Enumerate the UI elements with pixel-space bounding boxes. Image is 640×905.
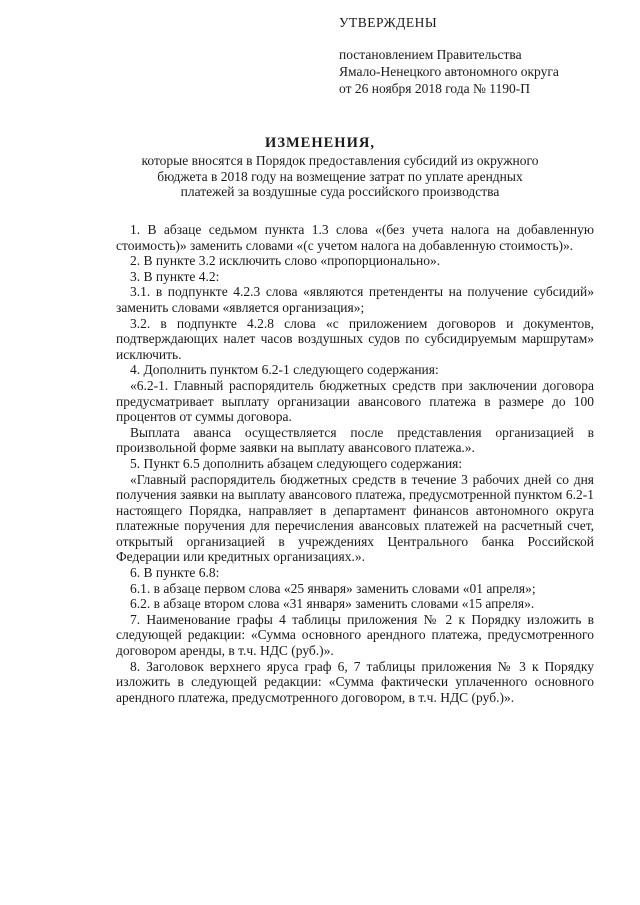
approval-line-3: от 26 ноября 2018 года № 1190-П — [339, 81, 531, 96]
document-title: ИЗМЕНЕНИЯ, — [265, 135, 375, 151]
paragraph: 2. В пункте 3.2 исключить слово «пропорционально». — [130, 253, 441, 269]
subtitle-line-2: бюджета в 2018 году на возмещение затрат по уплате арендных — [157, 168, 523, 184]
paragraph: 8. Заголовок верхнего яруса граф 6, 7 таблицы приложения № 3 к Порядку изложить в следующей редакции: «Сумма фактически уплаченного основного арендного платежа, предусмотренного договором, в т.ч. НДС (руб.)». — [116, 658, 594, 705]
paragraph: «Главный распорядитель бюджетных средств в течение 3 рабочих дней со дня получения заявки на выплату авансового платежа, предусмотренной пунктом 6.2-1 настоящего Порядка, направляет в департамент финансов автономного округа платежные поручения для перечисления авансовых платежей на расчетный счет, открытый организацией в учреждениях Центрального банка Российской Федерации или кредитных организациях.». — [116, 471, 594, 565]
paragraph: 3. В пункте 4.2: — [130, 268, 220, 284]
paragraph: 7. Наименование графы 4 таблицы приложения № 2 к Порядку изложить в следующей редакции: «Сумма основного арендного платежа, предусмотренного договором аренды, в т.ч. НДС (руб.)». — [116, 611, 594, 659]
approval-block — [339, 14, 559, 97]
subtitle-line-3: платежей за воздушные суда российского производства — [180, 184, 500, 199]
paragraph: Выплата аванса осуществляется после представления организацией в произвольной форме заявки на выплату авансового платежа.». — [116, 424, 594, 456]
document-body — [116, 222, 594, 705]
paragraph: 1. В абзаце седьмом пункта 1.3 слова «(без учета налога на добавленную стоимость)» заменить словами «(с учетом налога на добавленную стоимость)». — [116, 222, 594, 253]
approval-line-1: постановлением Правительства — [339, 47, 522, 62]
approval-line-2: Ямало-Ненецкого автономного округа — [339, 64, 559, 79]
paragraph: 3.2. в подпункте 4.2.8 слова «с приложением договоров и документов, подтверждающих налет часов воздушных судов по субсидируемым маршрутам» исключить. — [116, 315, 594, 362]
paragraph: «6.2-1. Главный распорядитель бюджетных средств при заключении договора предусматривает выплату организации авансового платежа в размере до 100 процентов от суммы договора. — [116, 377, 594, 425]
paragraph: 6.2. в абзаце втором слова «31 января» заменить словами «15 апреля». — [130, 596, 535, 612]
subtitle-line-1: которые вносятся в Порядок предоставления субсидий из окружного — [141, 153, 539, 168]
document-subtitle — [110, 153, 570, 200]
paragraph: 6.1. в абзаце первом слова «25 января» заменить словами «01 апреля»; — [130, 580, 536, 596]
paragraph: 5. Пункт 6.5 дополнить абзацем следующего содержания: — [130, 455, 463, 471]
approval-heading: УТВЕРЖДЕНЫ — [339, 15, 438, 30]
paragraph: 4. Дополнить пунктом 6.2-1 следующего содержания: — [130, 362, 439, 378]
paragraph: 3.1. в подпункте 4.2.3 слова «являются претенденты на получение субсидий» заменить словами «является организация»; — [116, 284, 594, 315]
paragraph: 6. В пункте 6.8: — [130, 565, 220, 581]
